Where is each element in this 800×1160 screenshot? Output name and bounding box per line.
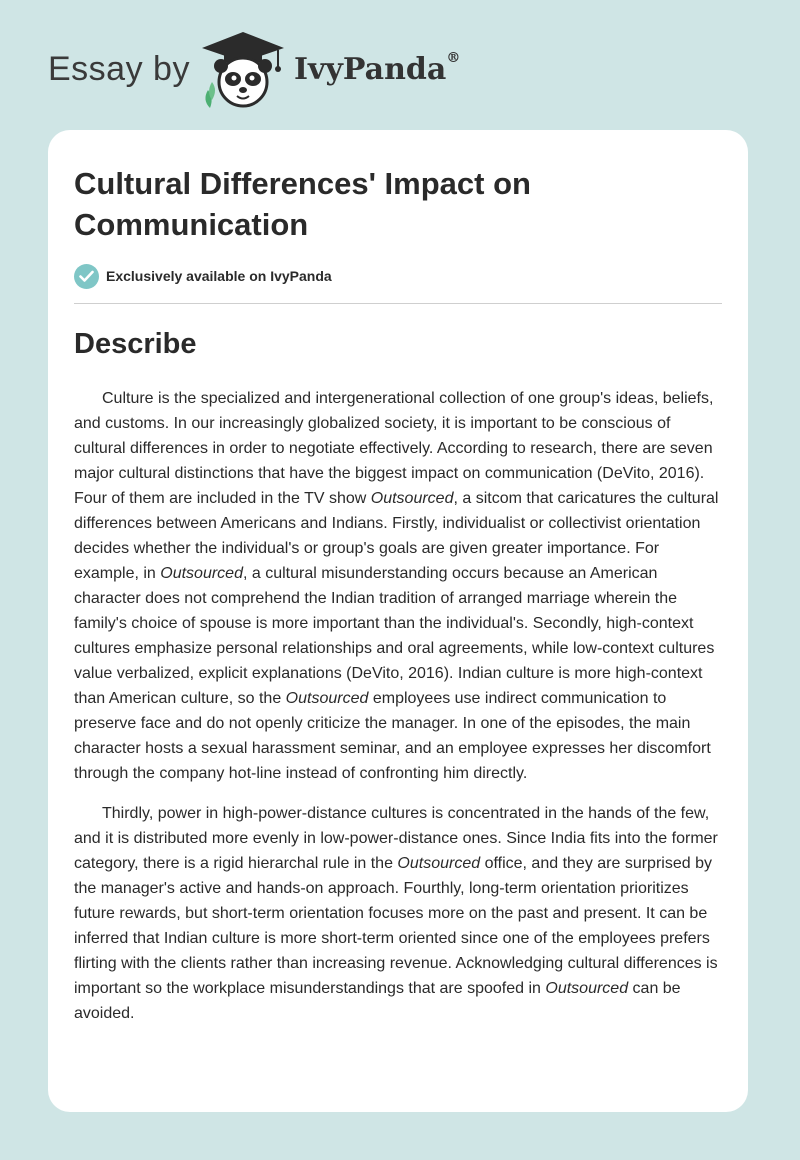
paragraph-2: Thirdly, power in high-power-distance cultures is concentrated in the hands of the few, and it is distributed more evenly in low-power-distance ones. Since India fits into the former category, there is a rigid hierarchal rule in the Outsourced office, and they are surprised by the manager's active and hands-on approach. Fourthly, long-term orientation prioritizes future rewards, but short-term orientation focuses more on the past and present. It can be inferred that Indian culture is more short-term oriented since one of the employees prefers flirting with the clients rather than increasing revenue. Acknowledging cultural differences is important so the workplace misunderstandings that are spoofed in Outsourced can be avoided. [74,805,718,1022]
site-header [48,30,548,110]
brand-name[interactable]: IvyPanda® [294,50,461,87]
essay-by-label: Essay by [48,50,190,88]
essay-card [48,130,748,1112]
essay-body [74,386,722,1041]
exclusive-badge [74,263,332,289]
panda-logo-icon[interactable] [198,30,288,110]
check-circle-icon [74,264,99,289]
badge-text: Exclusively available on IvyPanda [106,268,332,284]
paragraph-1: Culture is the specialized and intergenerational collection of one group's ideas, beliefs, and customs. In our increasingly globalized society, it is important to be conscious of cultural differences in order to negotiate effectively. According to research, there are seven major cultural distinctions that have the biggest impact on communication (DeVito, 2016). Four of them are included in the TV show Outsourced, a sitcom that caricatures the cultural differences between Americans and Indians. Firstly, individualist or collectivist orientation decides whether the individual's or group's goals are given greater importance. For example, in Outsourced, a cultural misunderstanding occurs because an American character does not comprehend the Indian tradition of arranged marriage wherein the family's choice of spouse is more important than the individual's. Secondly, high-context cultures emphasize personal relationships and oral agreements, while low-context cultures value verbalized, explicit explanations (DeVito, 2016). Indian culture is more high-context than American culture, so the Outsourced employees use indirect communication to preserve face and do not openly criticize the manager. In one of the episodes, the main character hosts a sexual harassment seminar, and an employee expresses her discomfort through the company hot-line instead of confronting him directly. [74,390,719,782]
page-title: Cultural Differences' Impact on Communication [74,166,531,242]
section-heading: Describe [74,328,197,360]
divider [74,303,722,304]
